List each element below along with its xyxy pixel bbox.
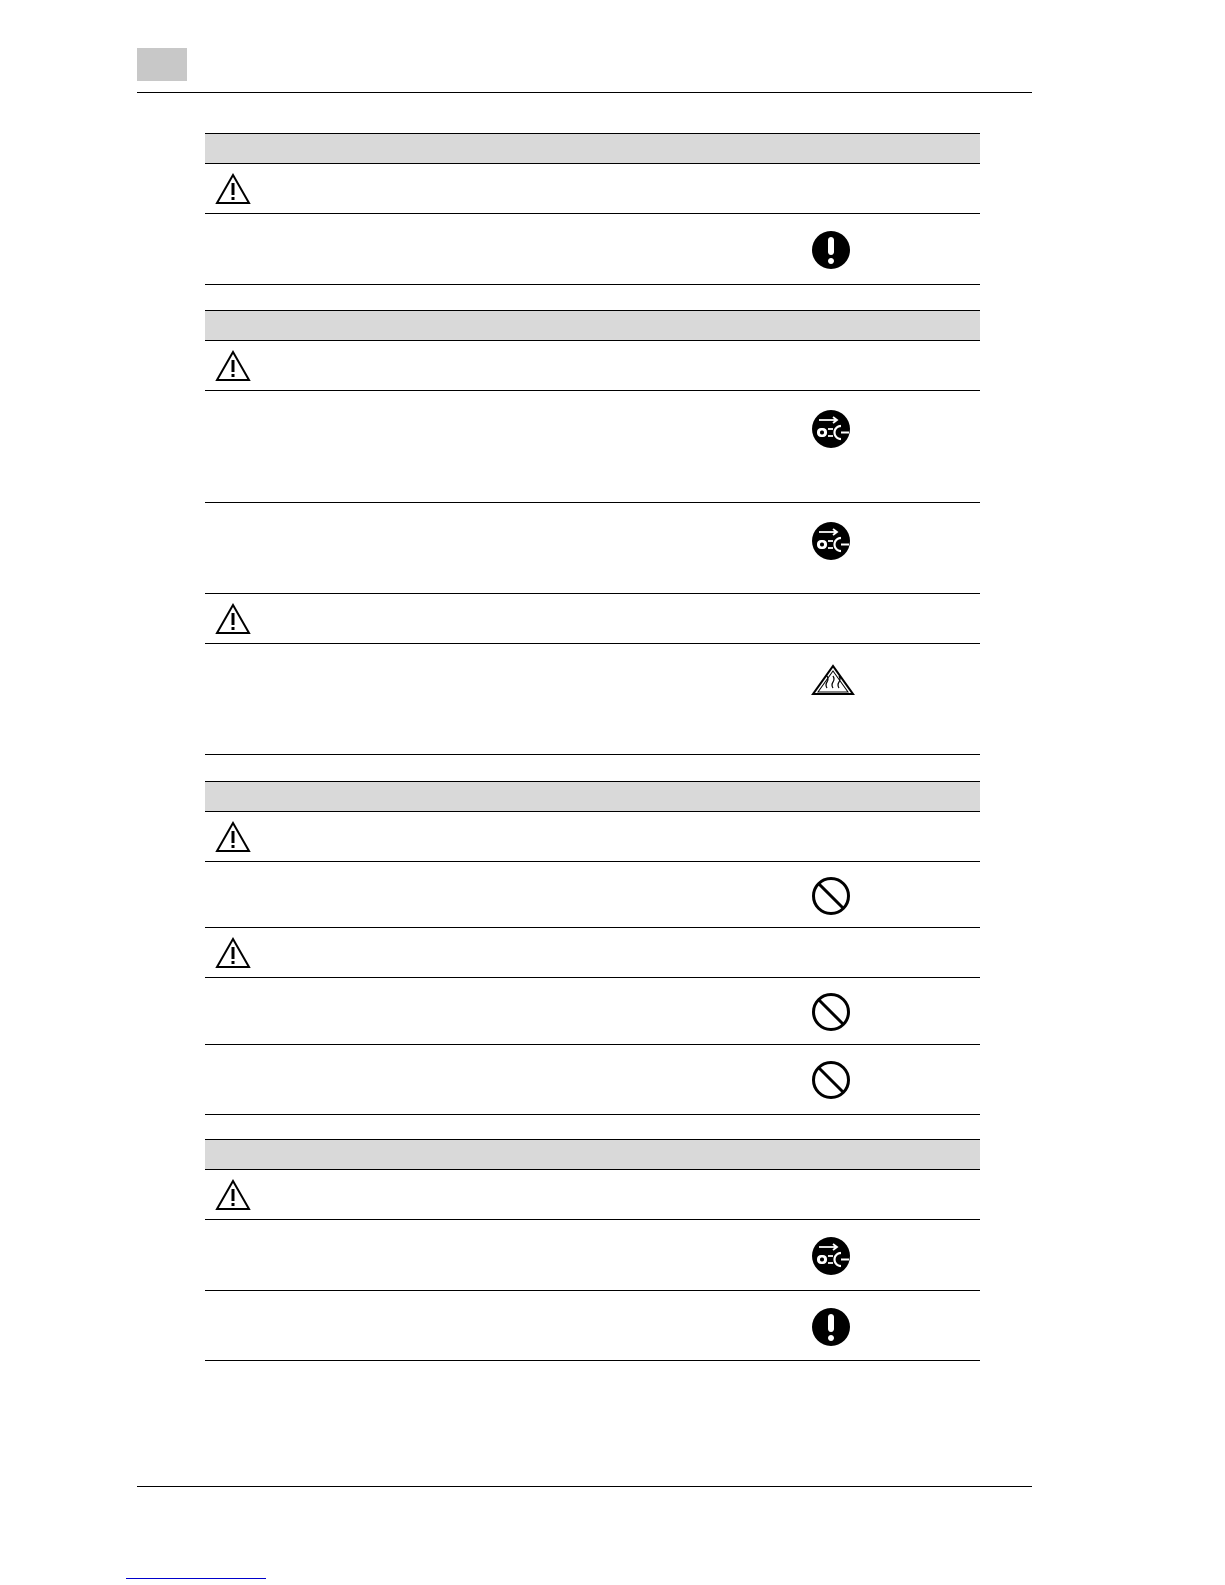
prohibited-icon (811, 876, 851, 921)
content-row (205, 1291, 980, 1360)
table-header-bar (205, 310, 980, 341)
safety-table-1 (205, 133, 980, 285)
warning-triangle-icon (215, 1179, 251, 1216)
unplug-icon (811, 1236, 851, 1281)
safety-table-4 (205, 1139, 980, 1361)
warning-row (205, 812, 980, 862)
warning-row (205, 164, 980, 214)
chapter-number-box (137, 48, 187, 81)
warning-row (205, 594, 980, 644)
mandatory-action-icon (811, 230, 851, 275)
content-row (205, 978, 980, 1045)
prohibited-icon (811, 1060, 851, 1105)
warning-triangle-icon (215, 821, 251, 858)
warning-row (205, 1170, 980, 1220)
content-row (205, 391, 980, 503)
warning-row (205, 341, 980, 391)
unplug-icon (811, 409, 851, 454)
warning-triangle-icon (215, 937, 251, 974)
content-row (205, 644, 980, 754)
warning-triangle-icon (215, 350, 251, 387)
content-row (205, 1045, 980, 1114)
mandatory-action-icon (811, 1307, 851, 1352)
warning-row (205, 928, 980, 978)
content-row (205, 214, 980, 284)
content-row (205, 503, 980, 594)
content-row (205, 862, 980, 928)
warning-triangle-icon (215, 173, 251, 210)
safety-table-2 (205, 310, 980, 755)
table-header-bar (205, 781, 980, 812)
safety-table-3 (205, 781, 980, 1115)
header-rule (137, 92, 1032, 93)
footer-rule (137, 1486, 1032, 1487)
unplug-icon (811, 521, 851, 566)
table-header-bar (205, 1139, 980, 1170)
prohibited-icon (811, 992, 851, 1037)
warning-triangle-icon (215, 603, 251, 640)
content-row (205, 1220, 980, 1291)
hot-surface-icon (811, 664, 855, 701)
footer-link-underline (126, 1578, 266, 1579)
table-header-bar (205, 133, 980, 164)
